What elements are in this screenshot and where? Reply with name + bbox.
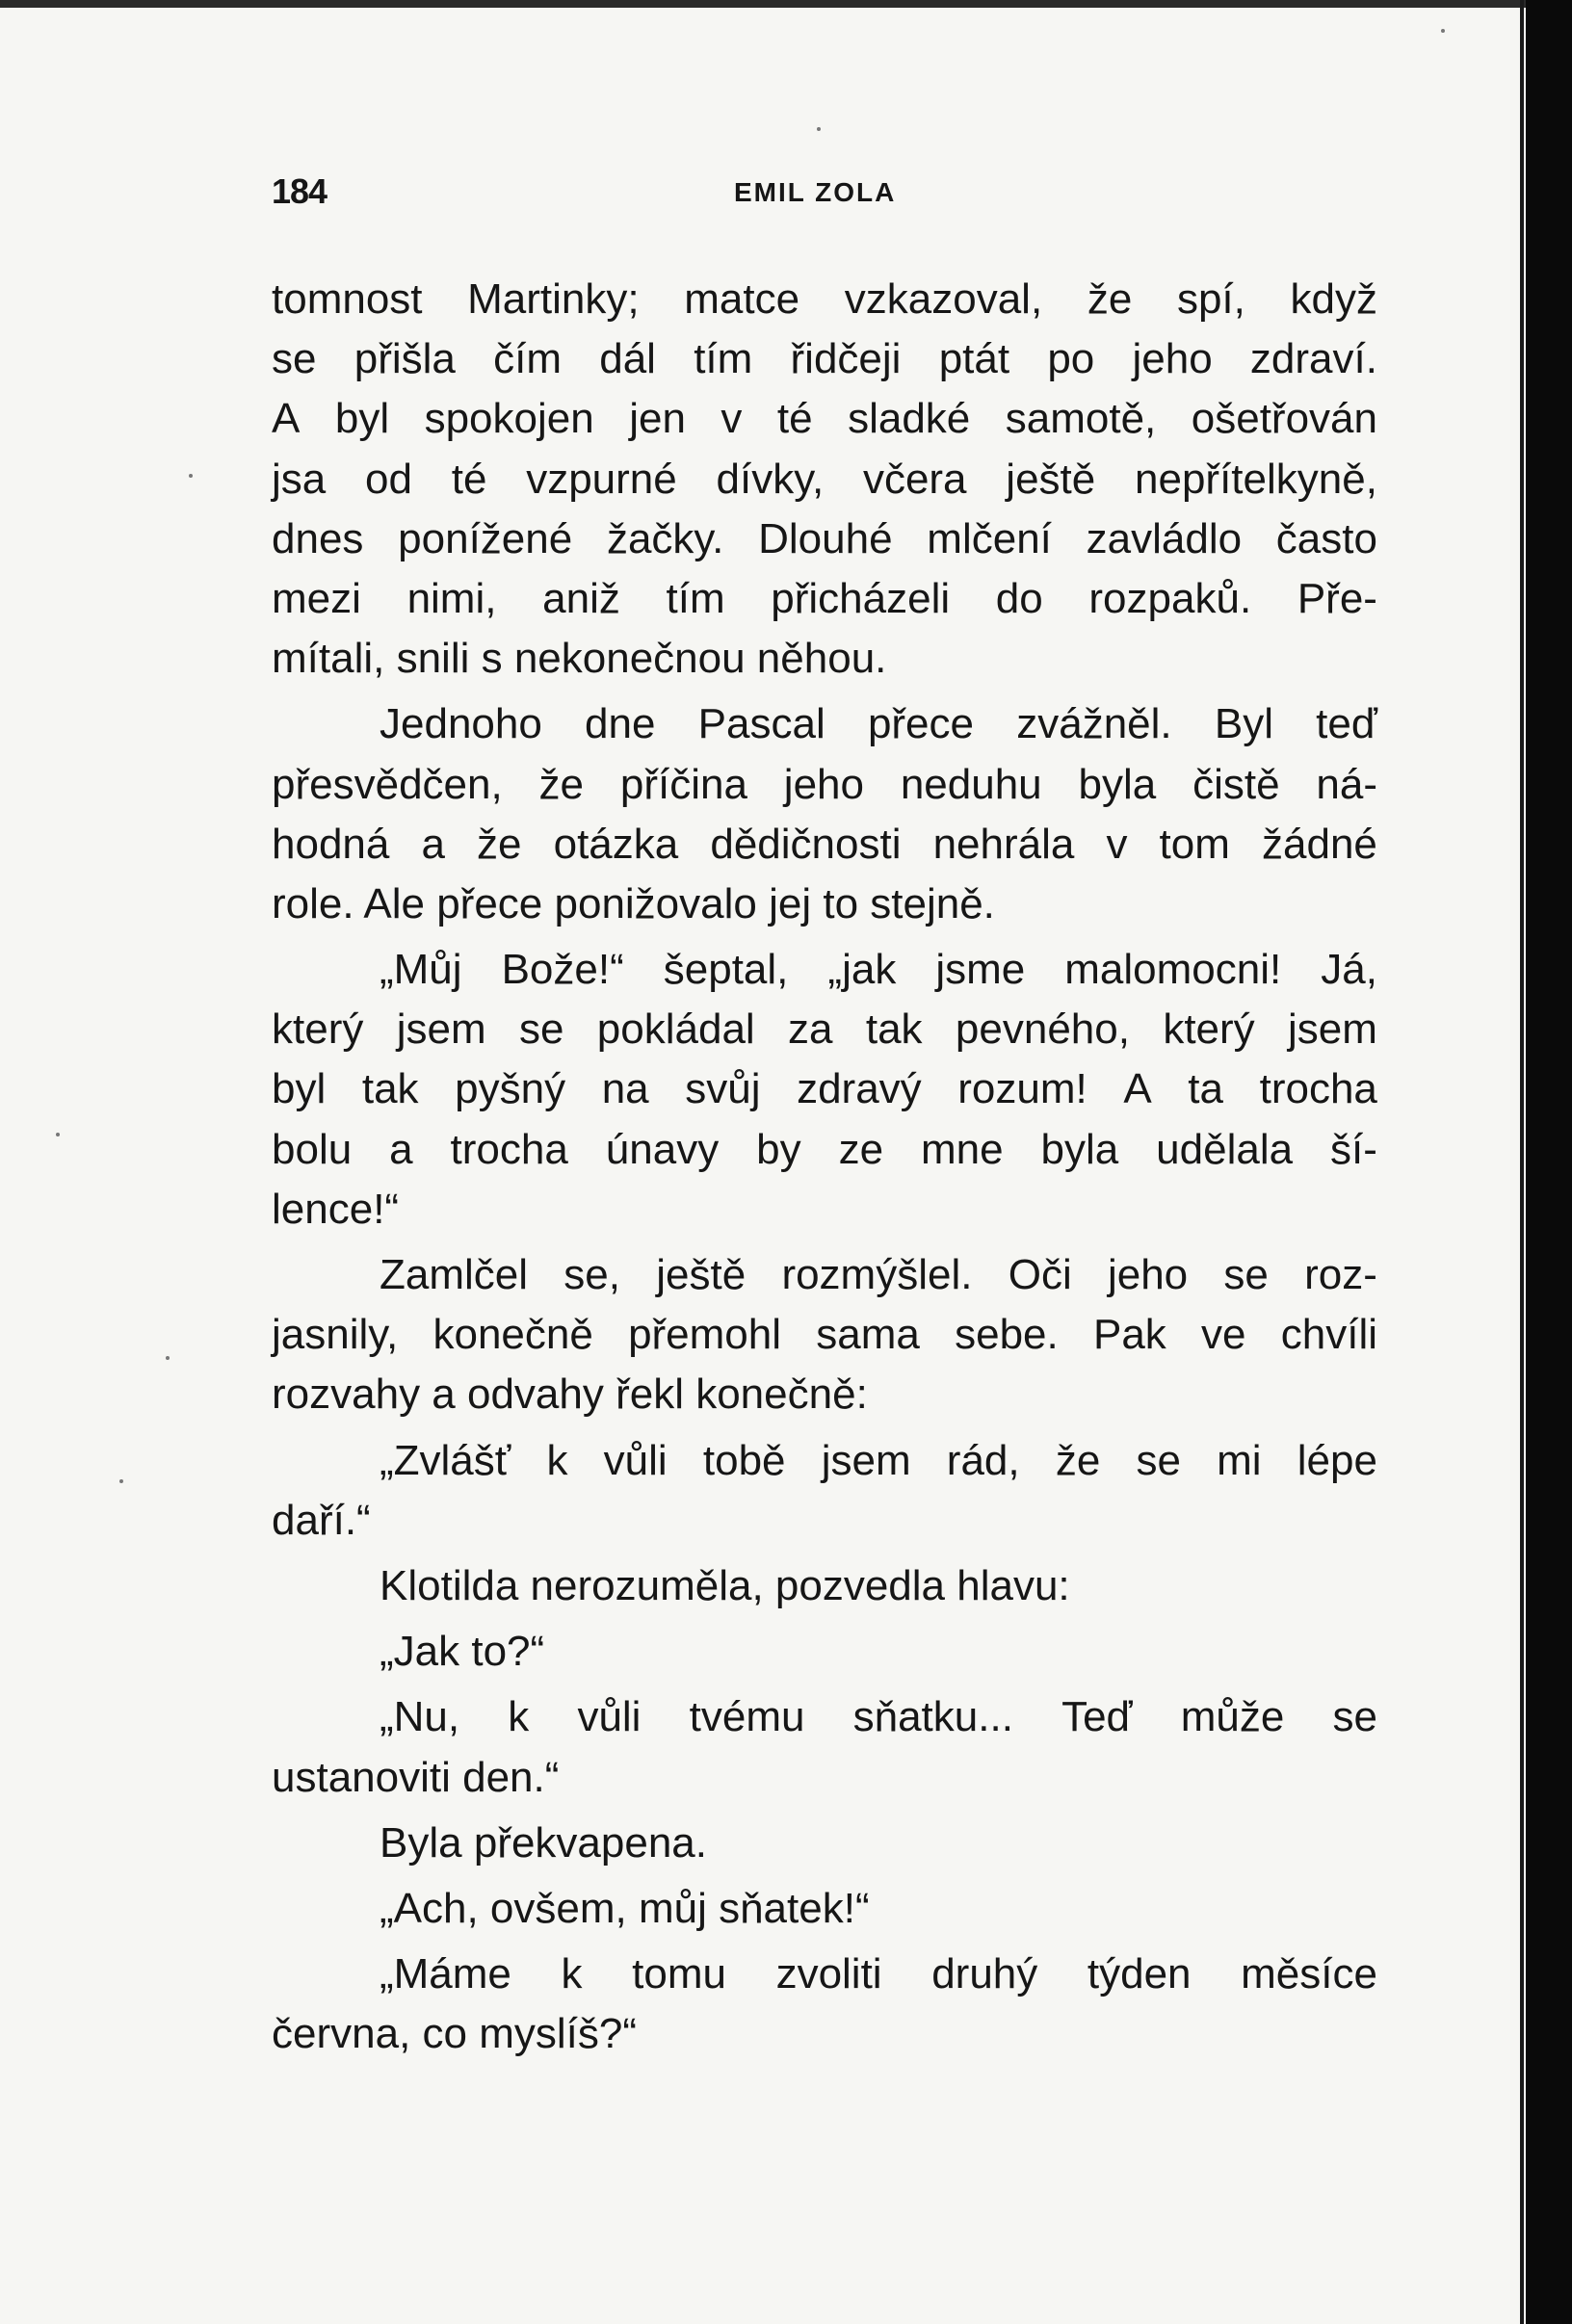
scan-speck xyxy=(817,127,821,131)
text-line: Jednoho dne Pascal přece zvážněl. Byl teď xyxy=(380,700,1377,748)
text-line: byl tak pyšný na svůj zdravý rozum! A ta trocha xyxy=(272,1065,1377,1113)
scan-right-edge xyxy=(1526,0,1572,2324)
text-line: „Jak to?“ xyxy=(380,1628,545,1676)
scan-speck xyxy=(189,474,193,478)
body-text xyxy=(272,270,1377,2064)
text-line: rozvahy a odvahy řekl konečně: xyxy=(272,1371,868,1419)
text-line: ustanoviti den.“ xyxy=(272,1753,560,1801)
text-line: „Zvlášť k vůli tobě jsem rád, že se mi lépe xyxy=(380,1436,1377,1484)
text-line: A byl spokojen jen v té sladké samotě, ošetřován xyxy=(272,395,1377,443)
scan-speck xyxy=(119,1479,123,1483)
text-line: tomnost Martinky; matce vzkazoval, že spí, když xyxy=(272,275,1377,323)
page-number: 184 xyxy=(272,171,328,211)
scan-speck xyxy=(56,1133,60,1136)
text-line: jsa od té vzpurné dívky, včera ještě nepřítelkyně, xyxy=(272,455,1377,503)
text-line: role. Ale přece ponižovalo jej to stejně. xyxy=(272,879,995,927)
text-line: hodná a že otázka dědičnosti nehrála v tom žádné xyxy=(272,820,1377,868)
text-line: Zamlčel se, ještě rozmýšlel. Oči jeho se roz- xyxy=(380,1251,1377,1298)
text-line: června, co myslíš?“ xyxy=(272,2010,637,2058)
scan-top-edge xyxy=(0,0,1572,8)
scan-edge-line xyxy=(1520,0,1524,2324)
text-line: lence!“ xyxy=(272,1185,400,1233)
scan-speck xyxy=(1441,29,1445,33)
text-line: mítali, snili s nekonečnou něhou. xyxy=(272,635,887,683)
text-line: „Nu, k vůli tvému sňatku... Teď může se xyxy=(380,1693,1377,1741)
text-line: Klotilda nerozuměla, pozvedla hlavu: xyxy=(380,1561,1070,1609)
text-line: bolu a trocha únavy by ze mne byla udělala ší- xyxy=(272,1125,1377,1173)
text-line: daří.“ xyxy=(272,1496,371,1544)
scan-speck xyxy=(166,1356,170,1360)
text-line: jasnily, konečně přemohl sama sebe. Pak ve chvíli xyxy=(272,1311,1377,1359)
page-header xyxy=(272,171,1377,220)
text-line: se přišla čím dál tím řidčeji ptát po jeho zdraví. xyxy=(272,335,1377,383)
text-line: „Máme k tomu zvoliti druhý týden měsíce xyxy=(380,1950,1377,1998)
text-line: „Můj Bože!“ šeptal, „jak jsme malomocni! Já, xyxy=(380,946,1377,994)
text-line: dnes ponížené žačky. Dlouhé mlčení zavládlo často xyxy=(272,514,1377,562)
running-head: EMIL ZOLA xyxy=(734,177,897,207)
text-line: Byla překvapena. xyxy=(380,1818,707,1867)
text-line: mezi nimi, aniž tím přicházeli do rozpaků. Pře- xyxy=(272,574,1377,622)
text-line: „Ach, ovšem, můj sňatek!“ xyxy=(380,1884,870,1932)
text-line: který jsem se pokládal za tak pevného, který jsem xyxy=(272,1005,1377,1054)
text-line: přesvědčen, že příčina jeho neduhu byla čistě ná- xyxy=(272,760,1377,808)
